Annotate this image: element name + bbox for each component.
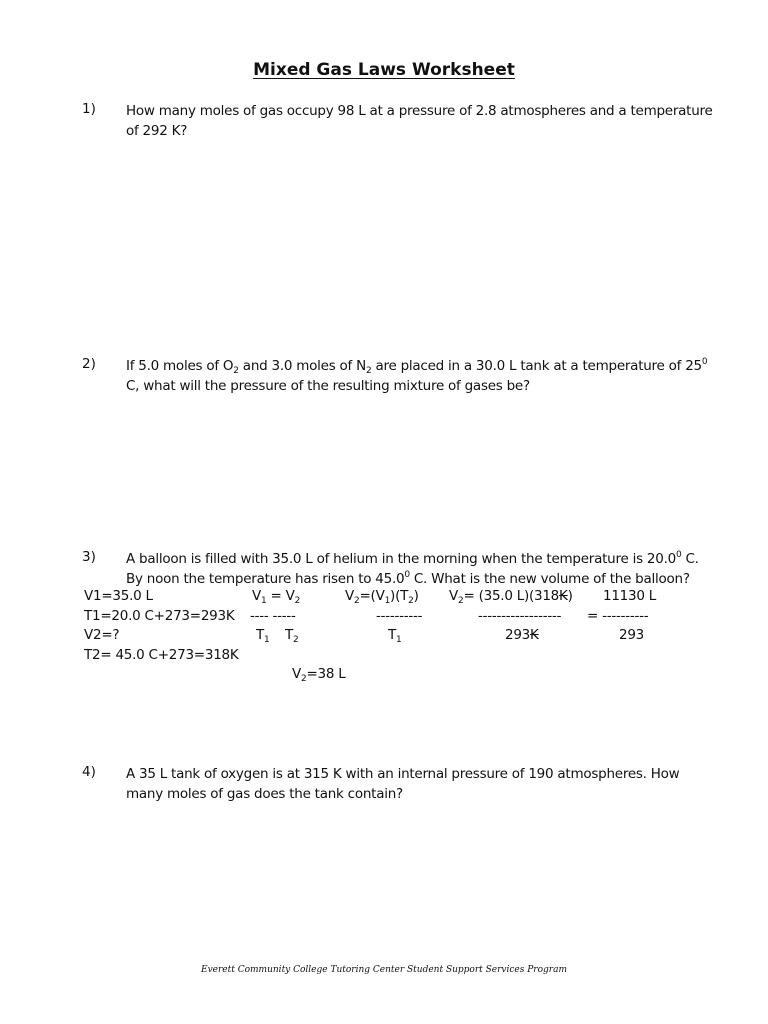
question-2-number: 2) (82, 356, 96, 372)
result-dashes: = ---------- (587, 608, 649, 624)
question-1-line-1: How many moles of gas occupy 98 L at a pressure of 2.8 atmospheres and a temperature (126, 103, 713, 119)
charles-law-den-t1 (256, 627, 269, 643)
rearr-d: ) (413, 588, 419, 604)
q3-text-a: A balloon is filled with 35.0 L of helium in the morning when the temperature is 20.0 (126, 551, 676, 567)
rearr-b: =(V (359, 588, 385, 604)
question-4-line-1: A 35 L tank of oxygen is at 315 K with an internal pressure of 190 atmospheres. How (126, 766, 680, 782)
answer-value: =38 L (306, 666, 346, 682)
question-4-line-2: many moles of gas does the tank contain? (126, 786, 403, 802)
q3-degree-1: 0 (675, 550, 682, 560)
charles-law-den-t2 (285, 627, 298, 643)
page-title: Mixed Gas Laws Worksheet (253, 60, 515, 80)
rearranged-dashes: ---------- (376, 608, 423, 624)
law-eq: = V (266, 588, 295, 604)
sub-c: ) (567, 588, 573, 604)
q3-text-c: By noon the temperature has risen to 45.0 (126, 571, 405, 587)
charles-law-numerator (252, 588, 300, 604)
q2-sub-n2: 2 (365, 366, 372, 376)
q3-text-d: C. What is the new volume of the balloon? (409, 571, 690, 587)
rearr-den: T (388, 627, 396, 643)
law-den-t1-sub: 1 (264, 635, 270, 645)
question-2-text (126, 356, 708, 396)
law-den-t1: T (256, 627, 264, 643)
sub-k-cancelled: K (559, 588, 568, 604)
sub-den: 293 (505, 627, 531, 643)
q3-degree-2: 0 (404, 570, 410, 580)
answer-v: V (292, 666, 301, 682)
sub-v-sub: 2 (458, 596, 464, 606)
result-numerator: 11130 L (603, 588, 657, 604)
substituted-numerator (449, 588, 573, 604)
question-3-line-1 (126, 549, 699, 569)
question-4-text (126, 764, 686, 804)
given-v2: V2=? (84, 627, 120, 643)
q2-text-b: and 3.0 moles of N (238, 358, 366, 374)
q2-sub-o2: 2 (233, 366, 239, 376)
law-den-t2: T (285, 627, 293, 643)
question-3-number: 3) (82, 549, 96, 565)
footer-credit: Everett Community College Tutoring Center Student Support Services Program (201, 965, 567, 975)
question-3-text (126, 549, 699, 589)
sub-v: V (449, 588, 458, 604)
question-2-line-2: C, what will the pressure of the resulting mixture of gases be? (126, 378, 530, 394)
rearr-c: )(T (390, 588, 409, 604)
charles-law-dashes: ---- ----- (250, 608, 296, 624)
rearr-v: V (345, 588, 354, 604)
result-denominator: 293 (619, 627, 645, 643)
question-4-number: 4) (82, 764, 96, 780)
question-1-number: 1) (82, 101, 96, 117)
answer-sub: 2 (301, 674, 307, 684)
final-answer (292, 666, 346, 682)
q3-text-b: C. (681, 551, 699, 567)
question-1-line-2: of 292 K? (126, 123, 188, 139)
rearranged-numerator (345, 588, 419, 604)
q2-degree: 0 (701, 357, 708, 367)
question-3-line-2 (126, 569, 690, 589)
sub-b: = (35.0 L)(318 (463, 588, 560, 604)
question-2-line-1 (126, 356, 708, 376)
sub-den-k-cancelled: K (530, 627, 539, 643)
law-sub-2: 2 (294, 596, 301, 606)
rearr-sub-c: 2 (408, 596, 414, 606)
given-v1: V1=35.0 L (84, 588, 153, 604)
law-v: V (252, 588, 261, 604)
rearr-sub-b: 1 (384, 596, 391, 606)
given-t2: T2= 45.0 C+273=318K (84, 647, 239, 663)
law-sub-1: 1 (261, 596, 267, 606)
substituted-denominator (505, 627, 539, 643)
rearr-den-sub: 1 (396, 635, 402, 645)
law-den-t2-sub: 2 (293, 635, 299, 645)
rearranged-denominator (388, 627, 401, 643)
q2-text-a: If 5.0 moles of O (126, 358, 234, 374)
q2-text-c: are placed in a 30.0 L tank at a temperature of 25 (371, 358, 702, 374)
given-t1: T1=20.0 C+273=293K (84, 608, 235, 624)
question-1-text (126, 101, 713, 141)
rearr-sub-a: 2 (354, 596, 360, 606)
substituted-dashes: ------------------ (478, 608, 562, 624)
